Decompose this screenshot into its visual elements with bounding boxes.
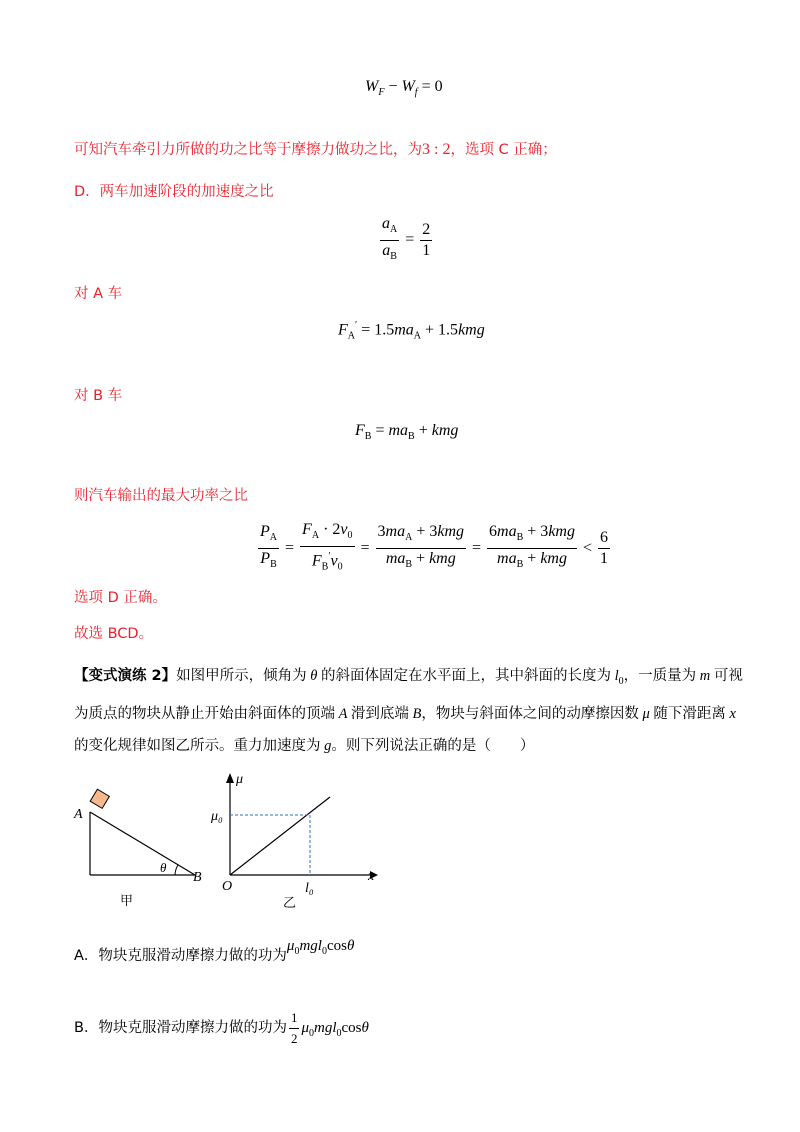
y-axis-label: μ — [236, 772, 244, 787]
caption-yi: 乙 — [283, 896, 297, 911]
option-a[interactable]: A．物块克服滑动摩擦力做的功为$\mu_0mgl_0\cos\theta$ — [74, 938, 355, 964]
mu0-label: μ₀ — [211, 809, 223, 824]
equation-work-balance: $W_F - W_f = 0$ — [365, 78, 443, 98]
equation-force-b: $F_B = ma_B$ + kmg — [355, 422, 459, 442]
equation-acceleration-ratio: $\frac{a_A}{a_B}$ = $\frac{2}{1}$ — [382, 215, 431, 262]
for-car-a: 对 A 车 — [74, 286, 123, 302]
practice-line-2: 为质点的物块从静止开始由斜面体的顶端 A 滑到底端 B，物块与斜面体之间的动摩擦因数 μ 随下滑距离 x — [74, 706, 736, 722]
point-b-label: B — [193, 870, 202, 885]
for-car-b: 对 B 车 — [74, 388, 123, 404]
y-axis-arrow-icon — [226, 773, 234, 783]
option-d-correct: 选项 D 正确。 — [74, 590, 167, 606]
x-axis-label: x — [368, 869, 375, 884]
l0-label: l₀ — [305, 881, 314, 896]
figure-mu-vs-x — [205, 765, 385, 915]
practice-line-1: 【变式演练 2】如图甲所示，倾角为 θ 的斜面体固定在水平面上，其中斜面的长度为 $l_0$，一质量为 m 可视 — [74, 668, 743, 687]
power-ratio-intro: 则汽车输出的最大功率之比 — [74, 488, 248, 504]
practice-line-3: 的变化规律如图乙所示。重力加速度为 g。则下列说法正确的是（ ） — [74, 738, 535, 754]
caption-jia: 甲 — [120, 894, 134, 909]
equation-power-ratio: $\frac{P_A}{P_B}$ = $\frac{F_A \cdot 2v_0}{F_B'v_0}$ = $\frac{3ma_A + 3kmg}{ma_B + kmg}$ = $\frac{6ma_B + 3kmg}{ma_B + kmg}$ < $\frac{6}{1}$ — [260, 521, 608, 573]
figure-incline — [70, 765, 215, 915]
point-a-label: A — [74, 807, 83, 822]
practice-problem — [74, 660, 743, 762]
theta-label: θ — [160, 860, 167, 875]
origin-label: O — [222, 879, 233, 894]
option-d-intro: D．两车加速阶段的加速度之比 — [74, 184, 274, 200]
block-icon — [90, 789, 109, 808]
practice-label: 【变式演练 2】 — [74, 668, 177, 684]
answer-line: 故选 BCD。 — [74, 626, 154, 642]
option-b[interactable]: B．物块克服滑动摩擦力做的功为 $\frac{1}{2}$ $\mu_0mgl_0\cos\theta$ — [74, 1010, 369, 1046]
option-c-conclusion: 可知汽车牵引力所做的功之比等于摩擦力做功之比，为3 : 2，选项 C 正确； — [74, 141, 557, 158]
equation-force-a: $F_A' = 1.5ma_A + 1.5kmg$ — [338, 320, 485, 342]
